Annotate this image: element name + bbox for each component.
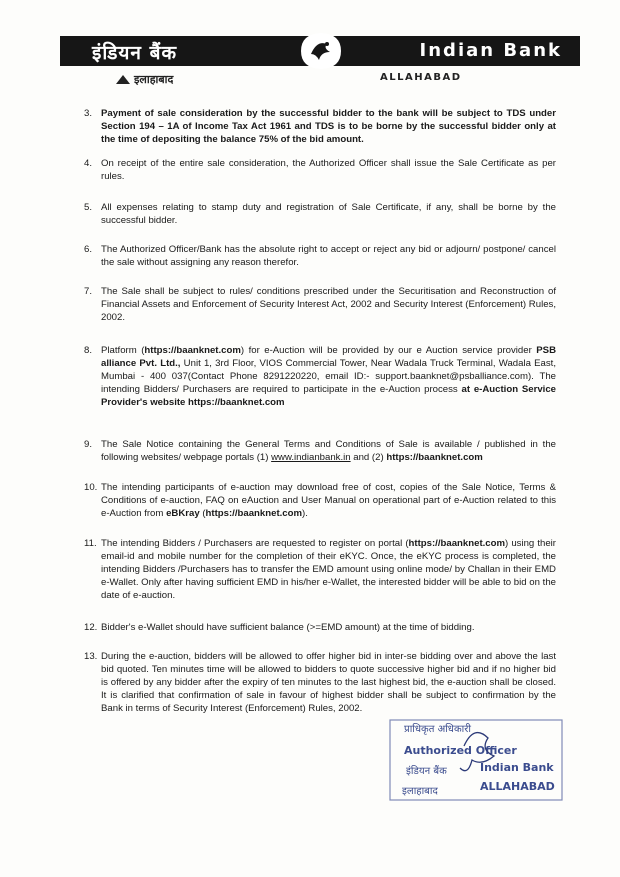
clause-text	[101, 157, 556, 183]
stamp-line1: प्राधिकृत अधिकारी	[404, 724, 471, 735]
clause-number: 12.	[84, 622, 98, 633]
clause-text-run: Unit 1, 3rd Floor, VIOS Commercial Tower, Near Wadala Truck Terminal, Wadala East, Mumbai - 400 037(Contact Phone 8291220220, email ID:- support.baanknet@psballiance.com). The intending Bidders/ Purchasers are required to participate in the e-Auction process	[101, 358, 556, 395]
clause-text-run: Payment of sale consideration by the successful bidder to the bank will be subject to TDS under Section 194 – 1A of Income Tax Act 1961 and TDS is to be borne by the successful bidder only at the time of depositing the balance 75% of the bid amount.	[101, 108, 556, 145]
clause-text-run: at e-Auction Service Provider's website https://baanknet.com	[101, 384, 556, 408]
clause-text-run: PSB alliance Pvt. Ltd.,	[101, 345, 556, 369]
clause-text	[101, 285, 556, 324]
clause-text-run: The intending Bidders / Purchasers are requested to register on portal (	[101, 538, 409, 549]
clause-text	[101, 621, 556, 634]
clause-text	[101, 481, 556, 520]
clause-text	[101, 537, 556, 602]
clause-text-run: https://baanknet.com	[408, 538, 506, 549]
clause-text-run: On receipt of the entire sale consideration, the Authorized Officer shall issue the Sale Certificate as per rules.	[101, 158, 556, 182]
stamp-line2: Authorized Officer	[404, 744, 517, 757]
clause-text	[101, 344, 556, 409]
city-hindi-text: इलाहाबाद	[134, 73, 174, 86]
clause-number: 7.	[84, 286, 93, 297]
clause-text-run: All expenses relating to stamp duty and registration of Sale Certificate, if any, shall be borne by the successful bidder.	[101, 202, 556, 226]
clause-number: 6.	[84, 244, 93, 255]
clause-text-run: During the e-auction, bidders will be allowed to offer higher bid in inter-se bidding over and above the last bid quoted. Ten minutes time will be allowed to bidders to quote successive higher bid and if no higher bid is offered by any bidder after the expiry of ten minutes to the last highest bid, the e-auction shall be closed. It is clarified that confirmation of sale in favour of highest bidder shall be subject to confirmation by the Bank in terms of Security Interest (Enforcement) Rules, 2002.	[101, 651, 556, 714]
clause-text-run: The Sale Notice containing the General Terms and Conditions of Sale is available / published in the following websites/ webpage portals (1)	[101, 439, 556, 463]
letterhead-banner	[60, 36, 580, 66]
clause-text-run: ).	[302, 508, 308, 519]
clause-link[interactable]: www.indianbank.in	[271, 452, 351, 463]
clause-number: 3.	[84, 108, 93, 119]
clause-text-run: Platform (	[101, 345, 145, 356]
bank-name-hindi: इंडियन बैंक	[92, 42, 178, 64]
clause-text-run: ) using their email-id and mobile number for the completion of their eKYC. Once, the eKYC process is completed, the intending Bidders /Purchasers has to transfer the EMD amount using online mode/ by Challan in their EMD e-Wallet. Only after having sufficient EMD in his/her e-Wallet, the interested bidder will be able to bid on the date of e-auction.	[101, 538, 556, 601]
clause-text-run: The Authorized Officer/Bank has the absolute right to accept or reject any bid or adjourn/ postpone/ cancel the sale without assigning any reason therefor.	[101, 244, 556, 268]
indian-bank-logo-icon	[297, 30, 345, 72]
clause-text-run: The Sale shall be subject to rules/ conditions prescribed under the Securitisation and Reconstruction of Financial Assets and Enforcement of Security Interest Act, 2002 and Security Interest (Enforcement) Rules, 2002.	[101, 286, 556, 323]
city-english: ALLAHABAD	[380, 72, 462, 83]
bank-name-english: Indian Bank	[419, 40, 562, 61]
clause-text-run: https://baanknet.com	[386, 452, 483, 463]
clause-number: 11.	[84, 538, 97, 549]
city-hindi	[116, 72, 173, 87]
clause-text-run: ) for e-Auction will be provided by our e Auction service provider	[240, 345, 537, 356]
stamp-line3-eng: Indian Bank	[480, 761, 554, 774]
clause-text-run: https://baanknet.com	[205, 508, 303, 519]
clause-number: 13.	[84, 651, 98, 662]
clause-text-run: https://baanknet.com	[144, 345, 241, 356]
clause-number: 10.	[84, 482, 98, 493]
clause-text-run: (	[199, 508, 206, 519]
clause-text-run: Bidder's e-Wallet should have sufficient balance (>=EMD amount) at the time of bidding.	[101, 622, 475, 633]
clause-number: 5.	[84, 202, 93, 213]
clause-number: 8.	[84, 345, 93, 356]
clause-number: 4.	[84, 158, 93, 169]
clause-text	[101, 243, 556, 269]
triangle-icon	[116, 75, 130, 84]
clause-text	[101, 201, 556, 227]
clause-text	[101, 107, 556, 146]
clause-text	[101, 438, 556, 464]
clause-text-run: eBKray	[166, 508, 200, 519]
clause-text-run: and (2)	[350, 452, 387, 463]
authorized-officer-stamp	[384, 716, 568, 804]
stamp-line3-hindi: इंडियन बैंक	[406, 766, 447, 777]
stamp-line4-hindi: इलाहाबाद	[402, 786, 438, 797]
clause-text	[101, 650, 556, 715]
stamp-line4-eng: ALLAHABAD	[480, 780, 555, 793]
clause-text-run: The intending participants of e-auction may download free of cost, copies of the Sale Notice, Terms & Conditions of e-auction, FAQ on eAuction and User Manual on operational part of e-Auction related to this e-Auction from	[101, 482, 556, 519]
clause-number: 9.	[84, 439, 93, 450]
